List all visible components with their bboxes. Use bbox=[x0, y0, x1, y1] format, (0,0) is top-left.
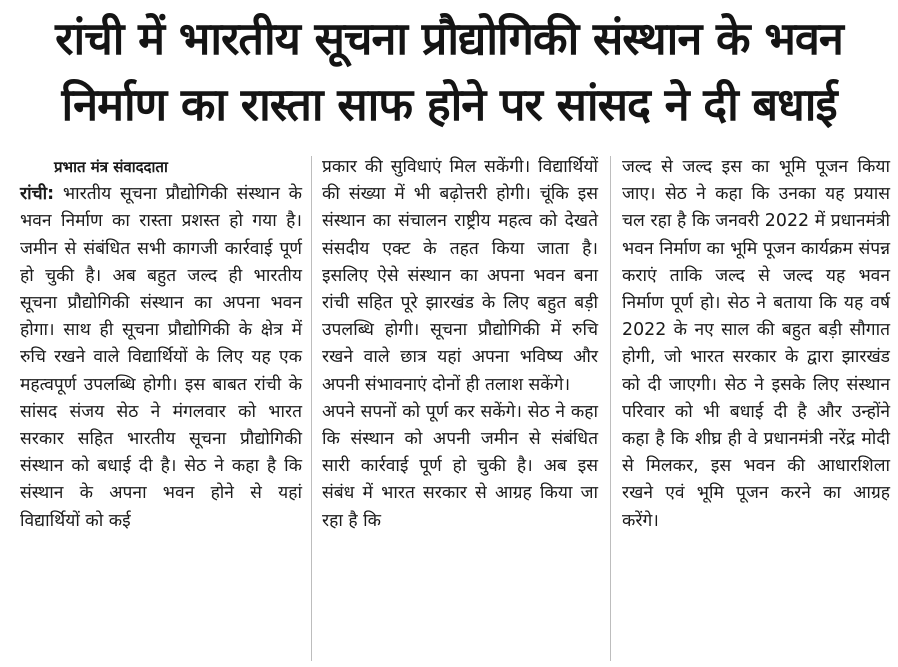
article-paragraph: जल्द से जल्द इस का भूमि पूजन किया जाए। सेठ ने कहा कि उनका यह प्रयास चल रहा है कि जनवरी 2022 में प्रधानमंत्री भवन निर्माण का भूमि पूजन कार्यक्रम संपन्न कराएं ताकि जल्द से जल्द यह भवन निर्माण पूर्ण हो। सेठ ने बताया कि यह वर्ष 2022 के नए साल की बहुत बड़ी सौगात होगी, जो भारत सरकार के द्वारा झारखंड को दी जाएगी। सेठ ने इसके लिए संस्थान परिवार को भी बधाई दी है और उन्होंने कहा है कि शीघ्र ही वे प्रधानमंत्री नरेंद्र मोदी से मिलकर, इस भवन की आधारशिला रखने एवं भूमि पूजन करने का आग्रह करेंगे। bbox=[622, 157, 890, 531]
headline-line-1: रांची में भारतीय सूचना प्रौद्योगिकी संस्थान के भवन bbox=[55, 12, 843, 65]
article-column-3 bbox=[622, 154, 890, 535]
article-column-2 bbox=[322, 154, 598, 535]
dateline: रांची: bbox=[20, 184, 55, 205]
headline bbox=[0, 6, 898, 138]
headline-line-2: निर्माण का रास्ता साफ होने पर सांसद ने दी बधाई bbox=[61, 78, 837, 131]
article-paragraph bbox=[20, 181, 302, 535]
article-paragraph: अपने सपनों को पूर्ण कर सकेंगे। सेठ ने कहा कि संस्थान को अपनी जमीन से संबंधित सारी कार्रवाई पूर्ण हो चुकी है। अब इस संबंध में भारत सरकार से आग्रह किया जा रहा है कि bbox=[322, 401, 598, 531]
article-text: भारतीय सूचना प्रौद्योगिकी संस्थान के भवन निर्माण का रास्ता प्रशस्त हो गया है। जमीन से संबंधित सभी कागजी कार्रवाई पूर्ण हो चुकी है। अब बहुत जल्द ही भारतीय सूचना प्रौद्योगिकी संस्थान का अपना भवन होगा। साथ ही सूचना प्रौद्योगिकी के क्षेत्र में रुचि रखने वाले विद्यार्थियों के लिए यह एक महत्वपूर्ण उपलब्धि होगी। इस बाबत रांची के सांसद संजय सेठ ने मंगलवार को भारत सरकार सहित भारतीय सूचना प्रौद्योगिकी संस्थान को बधाई दी है। सेठ ने कहा है कि संस्थान के अपना भवन होने से यहां विद्यार्थियों को कई bbox=[20, 184, 302, 531]
column-divider bbox=[610, 156, 611, 661]
article-column-1 bbox=[20, 154, 302, 535]
article-paragraph: प्रकार की सुविधाएं मिल सकेंगी। विद्यार्थियों की संख्या में भी बढ़ोत्तरी होगी। चूंकि इस संस्थान का संचालन राष्ट्रीय महत्व को देखते संसदीय एक्ट के तहत किया जाता है। इसलिए ऐसे संस्थान का अपना भवन बना रांची सहित पूरे झारखंड के लिए बहुत बड़ी उपलब्धि होगी। सूचना प्रौद्योगिकी में रुचि रखने वाले छात्र यहां अपना भविष्य और अपनी संभावनाएं दोनों ही तलाश सकेंगे। bbox=[322, 157, 598, 395]
column-divider bbox=[311, 156, 312, 661]
byline: प्रभात मंत्र संवाददाता bbox=[54, 158, 168, 176]
